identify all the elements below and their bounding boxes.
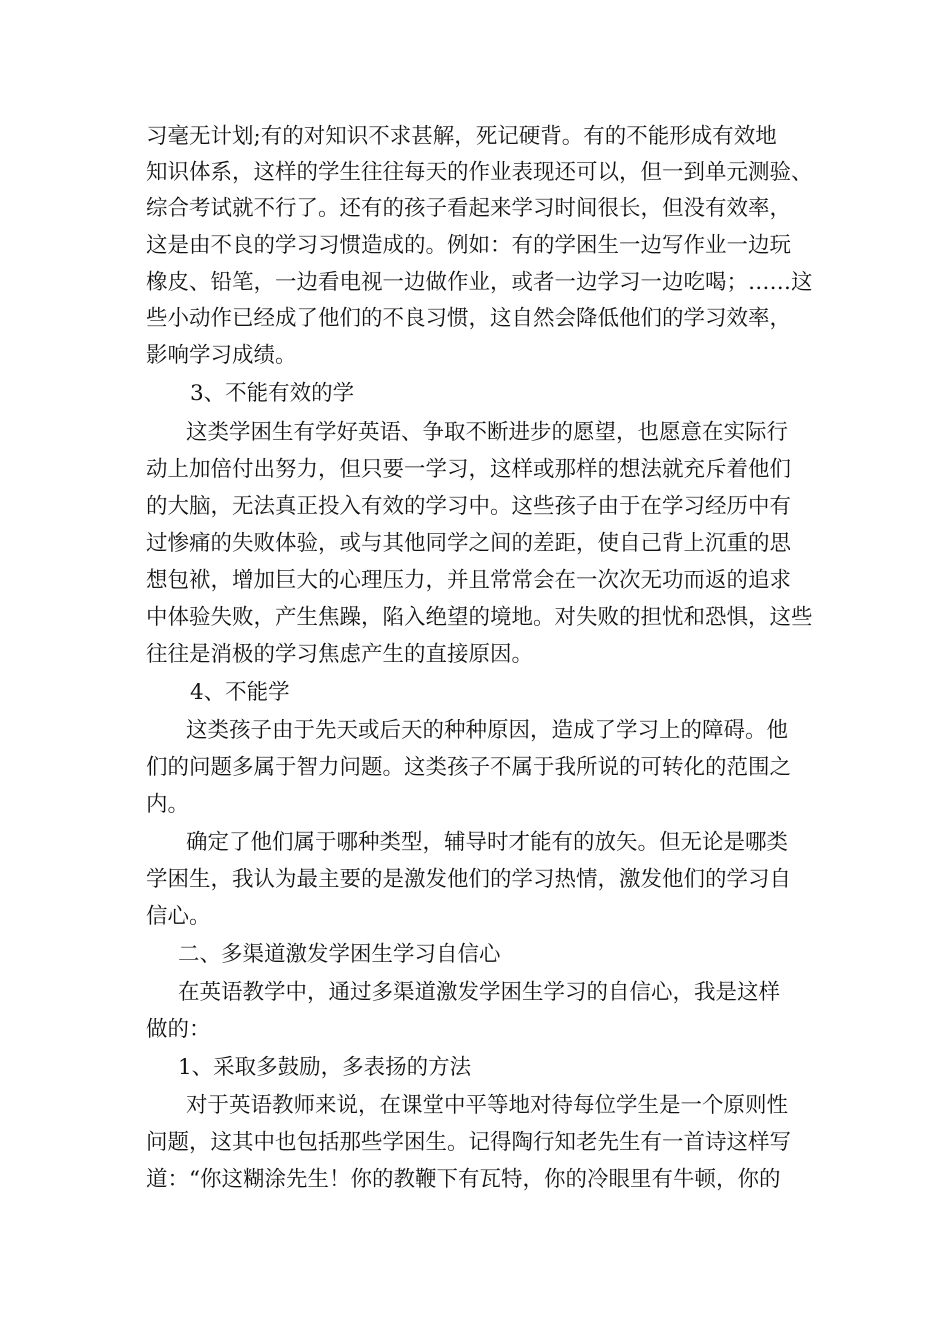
section-heading: 4、不能学: [190, 680, 290, 705]
text-line: 想包袱，增加巨大的心理压力，并且常常会在一次次无功而返的追求: [146, 568, 792, 593]
text-line: 这类学困生有学好英语、争取不断进步的愿望，也愿意在实际行: [186, 420, 789, 445]
text-line: 问题，这其中也包括那些学困生。记得陶行知老先生有一首诗这样写: [146, 1130, 792, 1155]
text-line: 过惨痛的失败体验，或与其他同学之间的差距，使自己背上沉重的思: [146, 531, 792, 556]
text-line: 做的：: [146, 1017, 211, 1042]
text-line: 综合考试就不行了。还有的孩子看起来学习时间很长，但没有效率，: [146, 196, 792, 221]
text-line: 知识体系，这样的学生往往每天的作业表现还可以，但一到单元测验、: [146, 160, 813, 185]
text-line: 内。: [146, 792, 190, 817]
section-heading: 1、采取多鼓励，多表扬的方法: [178, 1055, 472, 1080]
section-heading: 3、不能有效的学: [190, 381, 355, 406]
text-line: 橡皮、铅笔，一边看电视一边做作业，或者一边学习一边吃喝；……这: [146, 270, 813, 295]
text-line: 这是由不良的学习习惯造成的。例如：有的学困生一边写作业一边玩: [146, 233, 792, 258]
text-line: 学困生，我认为最主要的是激发他们的学习热情，激发他们的学习自: [146, 867, 792, 892]
text-line: 信心。: [146, 904, 211, 929]
text-line: 的大脑，无法真正投入有效的学习中。这些孩子由于在学习经历中有: [146, 494, 792, 519]
text-line: 们的问题多属于智力问题。这类孩子不属于我所说的可转化的范围之: [146, 755, 792, 780]
text-line: 影响学习成绩。: [146, 343, 297, 368]
text-line: 道：“你这糊涂先生！你的教鞭下有瓦特，你的冷眼里有牛顿，你的: [146, 1167, 781, 1192]
text-line: 往往是消极的学习焦虑产生的直接原因。: [146, 642, 534, 667]
text-line: 在英语教学中，通过多渠道激发学困生学习的自信心，我是这样: [178, 980, 781, 1005]
text-line: 动上加倍付出努力，但只要一学习，这样或那样的想法就充斥着他们: [146, 457, 792, 482]
text-line: 这类孩子由于先天或后天的种种原因，造成了学习上的障碍。他: [186, 718, 789, 743]
text-line: 确定了他们属于哪种类型，辅导时才能有的放矢。但无论是哪类: [186, 830, 789, 855]
section-heading: 二、多渠道激发学困生学习自信心: [178, 942, 501, 967]
text-line: 中体验失败，产生焦躁，陷入绝望的境地。对失败的担忧和恐惧，这些: [146, 605, 813, 630]
text-line: 对于英语教师来说，在课堂中平等地对待每位学生是一个原则性: [186, 1093, 789, 1118]
text-line: 些小动作已经成了他们的不良习惯，这自然会降低他们的学习效率，: [146, 306, 792, 331]
text-line: 习毫无计划;有的对知识不求甚解，死记硬背。有的不能形成有效地: [146, 124, 777, 149]
